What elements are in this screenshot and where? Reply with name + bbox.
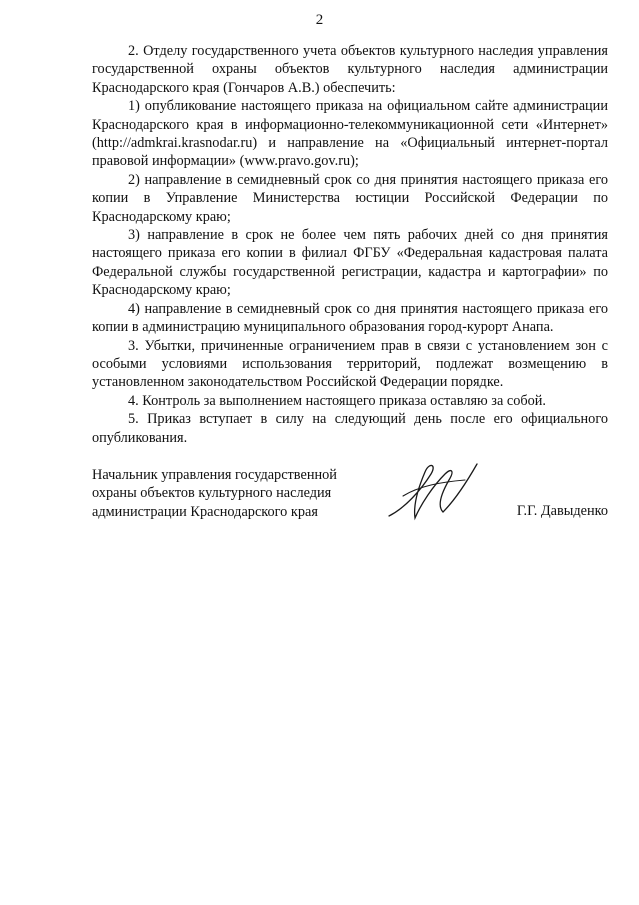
page-number: 2 [315, 12, 324, 28]
document-body [92, 42, 608, 447]
signer-name: Г.Г. Давыденко [516, 503, 608, 519]
paragraph-item-3: 3. Убытки, причиненные ограничением прав в связи с установлением зон с особыми условиями использования территорий, подлежат возмещению в установленном законодательством Российской Федерации порядке. [92, 337, 608, 391]
signer-position [92, 466, 392, 521]
paragraph-subitem-4: 4) направление в семидневный срок со дня принятия настоящего приказа его копии в администрацию муниципального образования город-курорт Анапа. [92, 300, 608, 336]
paragraph-subitem-1: 1) опубликование настоящего приказа на официальном сайте администрации Краснодарского края в информационно-телекоммуникационной сети «Интернет» (http://admkrai.krasnodar.ru) и направление на «Официальный интернет-портал правовой информации» (www.pravo.gov.ru); [92, 98, 608, 170]
paragraph-item-5: 5. Приказ вступает в силу на следующий день после его официального опубликования. [92, 411, 608, 446]
paragraph-subitem-3: 3) направление в срок не более чем пять рабочих дней со дня принятия настоящего приказа его копии в филиал ФГБУ «Федеральная кадастровая палата Федеральной службы государственной регистрации, кадастра и картографии» по Краснодарскому краю; [92, 227, 608, 299]
paragraph-item-2: 2. Отделу государственного учета объектов культурного наследия управления государственной охраны объектов культурного наследия администрации Краснодарского края (Гончаров А.В.) обеспечить: [92, 43, 608, 96]
paragraph-item-4: 4. Контроль за выполнением настоящего приказа оставляю за собой. [128, 392, 547, 409]
paragraph-subitem-2: 2) направление в семидневный срок со дня принятия настоящего приказа его копии в Управление Министерства юстиции Российской Федерации по Краснодарскому краю; [92, 171, 608, 225]
signer-position-line: охраны объектов культурного наследия [92, 485, 332, 502]
signature-block [92, 466, 608, 521]
signer-position-line: администрации Краснодарского края [92, 503, 318, 520]
signer-position-line: Начальник управления государственной [92, 467, 337, 483]
